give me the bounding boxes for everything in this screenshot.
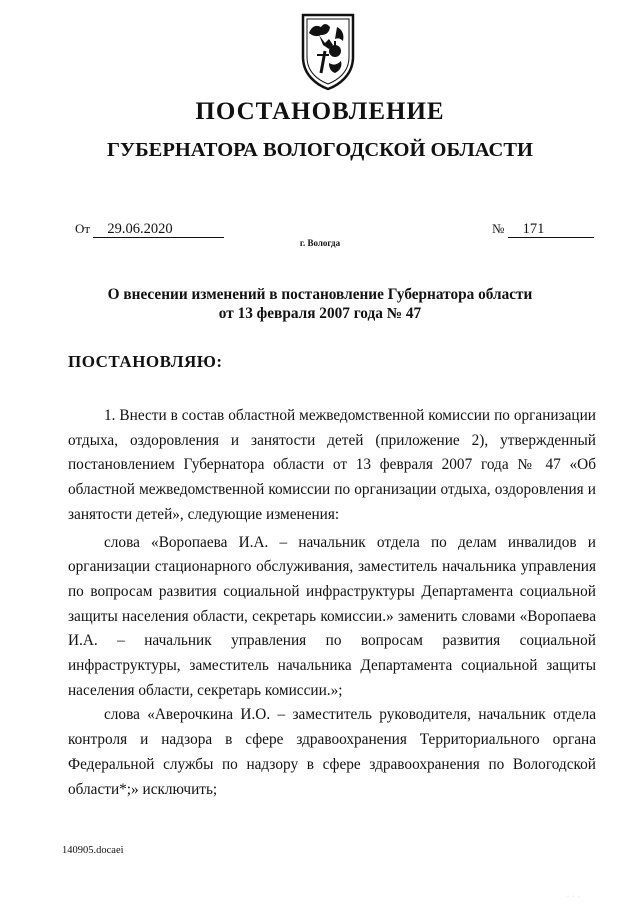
subject-line-2: от 13 февраля 2007 года № 47 <box>218 305 422 322</box>
subject-line-1: О внесении изменений в постановление Губернатора области <box>107 286 533 303</box>
document-title: ПОСТАНОВЛЕНИЕ <box>195 98 445 125</box>
document-date: 29.06.2020 <box>93 222 224 238</box>
paragraph-2: слова «Воропаева И.А. – начальник отдела по делам инвалидов и организации стационарного обслуживания, заместитель начальника управления по вопросам развития социальной инфраструктуры Департамента социальной защиты населения области, секретарь комиссии.» заменить словами «Воропаева И.А. – начальник управления по вопросам развития социальной инфраструктуры, заместитель начальника Департамента социальной защиты населения области, секретарь комиссии.»; <box>68 533 596 699</box>
resolve-heading: ПОСТАНОВЛЯЮ: <box>68 352 223 371</box>
document-subject <box>0 285 640 323</box>
document-body <box>68 404 596 802</box>
corner-mark: · · · <box>567 894 581 900</box>
date-block <box>75 221 224 238</box>
city-label: г. Вологда <box>299 238 341 248</box>
coat-of-arms-icon <box>299 11 357 91</box>
number-block <box>492 221 594 238</box>
number-prefix: № <box>492 221 505 236</box>
date-prefix: От <box>75 221 91 236</box>
paragraph-1: 1. Внести в состав областной межведомственной комиссии по организации отдыха, оздоровления и занятости детей (приложение 2), утвержденный постановлением Губернатора области от 13 февраля 2007 года № 47 «Об областной межведомственной комиссии по организации отдыха, оздоровления и занятости детей», следующие изменения: <box>68 407 596 523</box>
issuer-title: ГУБЕРНАТОРА ВОЛОГОДСКОЙ ОБЛАСТИ <box>107 139 533 161</box>
file-reference: 140905.docaei <box>62 845 124 856</box>
document-number: 171 <box>508 222 594 238</box>
paragraph-3: слова «Аверочкина И.О. – заместитель руководителя, начальник отдела контроля и надзора в сфере здравоохранения Территориального органа Федеральной службы по надзору в сфере здравоохранения по Вологодской области*;» исключить; <box>68 706 596 798</box>
